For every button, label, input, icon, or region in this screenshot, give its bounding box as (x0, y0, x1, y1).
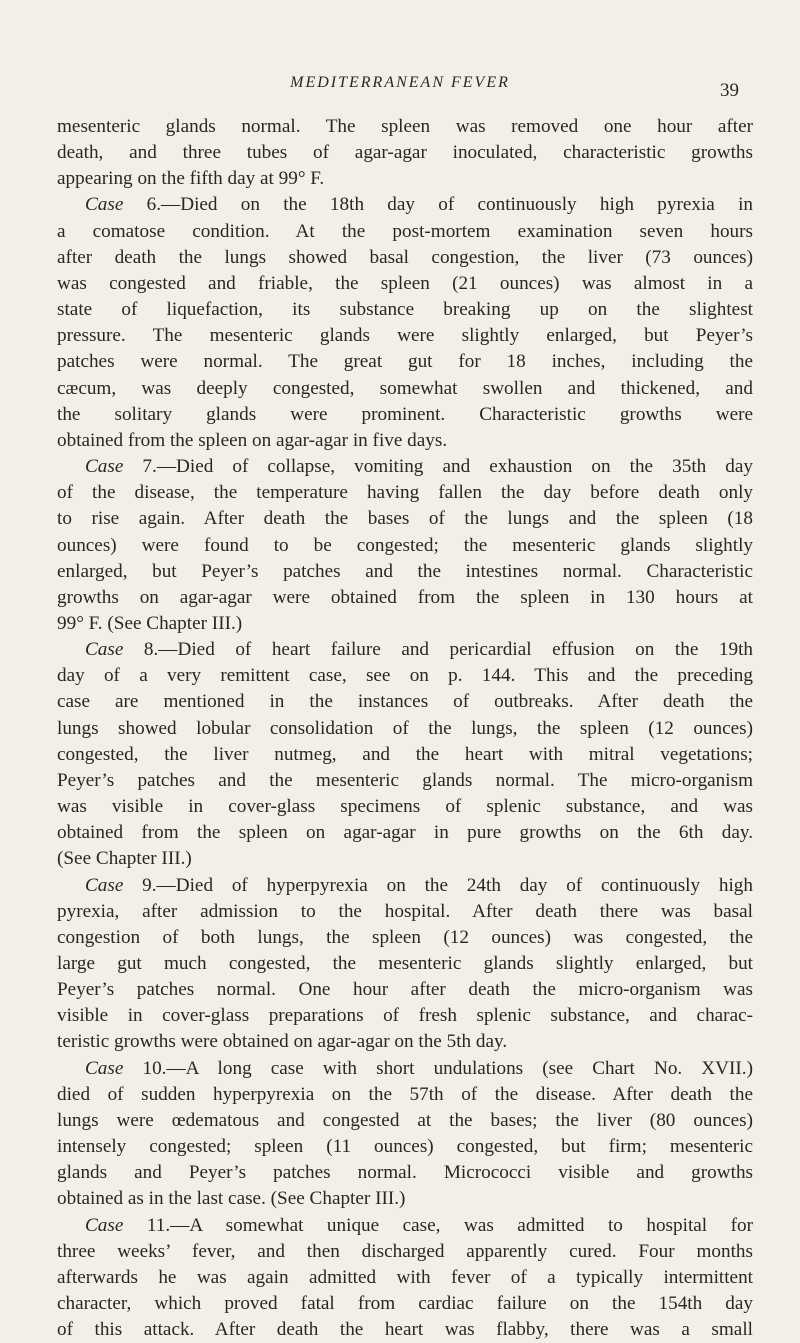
line-text: teristic growths were obtained on agar-agar on the 5th day. (57, 1031, 508, 1053)
line-text: lungs were œdematous and congested at the bases; the liver (80 ounces) (57, 1109, 753, 1131)
line-text: cæcum, was deeply congested, somewhat swollen and thickened, and (57, 377, 753, 399)
running-title: MEDITERRANEAN FEVER (290, 74, 510, 91)
line-text: was congested and friable, the spleen (21 ounces) was almost in a (57, 272, 753, 294)
text-line (57, 428, 753, 454)
line-text: congestion of both lungs, the spleen (12 ounces) was congested, the (57, 926, 753, 948)
text-line (57, 1239, 753, 1265)
line-text: growths on agar-agar were obtained from the spleen in 130 hours at (57, 586, 753, 608)
text-line (57, 873, 753, 899)
text-line (57, 480, 753, 506)
text-line (57, 716, 753, 742)
text-line (57, 245, 753, 271)
line-text: appearing on the fifth day at 99° F. (57, 168, 325, 190)
text-line (57, 140, 753, 166)
text-line (57, 820, 753, 846)
line-text: afterwards he was again admitted with fever of a typically intermittent (57, 1266, 753, 1288)
case-label: Case (85, 874, 124, 896)
text-line (57, 742, 753, 768)
line-text: 11.—A somewhat unique case, was admitted to hospital for (123, 1214, 753, 1236)
text-line (57, 506, 753, 532)
text-line (57, 1317, 753, 1343)
line-text: 8.—Died of heart failure and pericardial effusion on the 19th (123, 639, 753, 661)
text-line (57, 114, 753, 140)
text-line (57, 1082, 753, 1108)
page-number: 39 (720, 80, 739, 101)
text-line (57, 376, 753, 402)
text-line (57, 846, 753, 872)
line-text: mesenteric glands normal. The spleen was removed one hour after (57, 116, 753, 137)
text-line (57, 1265, 753, 1291)
line-text: a comatose condition. At the post-mortem examination seven hours (57, 220, 753, 242)
text-line (57, 219, 753, 245)
line-text: patches were normal. The great gut for 18 inches, including the (57, 351, 753, 373)
line-text: character, which proved fatal from cardiac failure on the 154th day (57, 1293, 753, 1315)
line-text: congested, the liver nutmeg, and the heart with mitral vegetations; (57, 743, 753, 765)
line-text: visible in cover-glass preparations of fresh splenic substance, and charac- (57, 1005, 753, 1027)
line-text: Peyer’s patches normal. One hour after death the micro-organism was (57, 979, 753, 1001)
line-text: 10.—A long case with short undulations (see Chart No. XVII.) (123, 1057, 753, 1079)
line-text: (See Chapter III.) (57, 848, 192, 870)
text-line (57, 454, 753, 480)
text-line (57, 977, 753, 1003)
line-text: 7.—Died of collapse, vomiting and exhaustion on the 35th day (123, 456, 753, 478)
case-label: Case (85, 1057, 124, 1079)
text-line (57, 323, 753, 349)
line-text: obtained from the spleen on agar-agar in pure growths on the 6th day. (57, 822, 753, 844)
line-text: obtained from the spleen on agar-agar in five days. (57, 429, 448, 451)
text-line (57, 611, 753, 637)
text-line (57, 899, 753, 925)
text-line (57, 1213, 753, 1239)
line-text: of this attack. After death the heart was flabby, there was a small (57, 1319, 753, 1341)
line-text: intensely congested; spleen (11 ounces) congested, but firm; mesenteric (57, 1136, 753, 1158)
line-text: was visible in cover-glass specimens of splenic substance, and was (57, 796, 753, 818)
body-text (57, 114, 753, 1343)
line-text: pressure. The mesenteric glands were slightly enlarged, but Peyer’s (57, 325, 753, 347)
text-line (57, 533, 753, 559)
line-text: 99° F. (See Chapter III.) (57, 612, 243, 634)
text-line (57, 663, 753, 689)
text-line (57, 271, 753, 297)
line-text: large gut much congested, the mesenteric glands slightly enlarged, but (57, 953, 753, 974)
line-text: obtained as in the last case. (See Chapter III.) (57, 1188, 406, 1210)
line-text: of the disease, the temperature having fallen the day before death only (57, 482, 753, 504)
text-line (57, 297, 753, 323)
text-line (57, 559, 753, 585)
line-text: the solitary glands were prominent. Characteristic growths were (57, 403, 753, 425)
line-text: 9.—Died of hyperpyrexia on the 24th day of continuously high (123, 874, 753, 896)
line-text: case are mentioned in the instances of outbreaks. After death the (57, 691, 753, 713)
line-text: pyrexia, after admission to the hospital. After death there was basal (57, 900, 753, 922)
text-line (57, 1291, 753, 1317)
line-text: enlarged, but Peyer’s patches and the intestines normal. Characteristic (57, 560, 753, 582)
line-text: lungs showed lobular consolidation of the lungs, the spleen (12 ounces) (57, 717, 753, 739)
line-text: after death the lungs showed basal congestion, the liver (73 ounces) (57, 246, 753, 268)
text-line (57, 166, 753, 192)
text-line (57, 768, 753, 794)
text-line (57, 1003, 753, 1029)
text-line (57, 1134, 753, 1160)
text-line (57, 349, 753, 375)
text-line (57, 585, 753, 611)
line-text: glands and Peyer’s patches normal. Micrococci visible and growths (57, 1162, 753, 1184)
line-text: Peyer’s patches and the mesenteric glands normal. The micro-organism (57, 769, 753, 791)
line-text: died of sudden hyperpyrexia on the 57th of the disease. After death the (57, 1083, 753, 1105)
line-text: death, and three tubes of agar-agar inoculated, characteristic growths (57, 142, 753, 164)
line-text: 6.—Died on the 18th day of continuously high pyrexia in (123, 194, 753, 216)
line-text: to rise again. After death the bases of the lungs and the spleen (18 (57, 508, 753, 530)
text-line (57, 951, 753, 977)
text-line (57, 1160, 753, 1186)
text-line (57, 1186, 753, 1212)
text-line (57, 637, 753, 663)
line-text: state of liquefaction, its substance breaking up on the slightest (57, 299, 753, 321)
case-label: Case (85, 1214, 124, 1236)
case-label: Case (85, 456, 124, 478)
text-line (57, 794, 753, 820)
text-line (57, 192, 753, 218)
text-line (57, 689, 753, 715)
text-line (57, 402, 753, 428)
text-line (57, 925, 753, 951)
text-line (57, 1056, 753, 1082)
text-line (57, 1029, 753, 1055)
case-label: Case (85, 639, 124, 661)
case-label: Case (85, 194, 124, 216)
text-line (57, 1108, 753, 1134)
line-text: three weeks’ fever, and then discharged apparently cured. Four months (57, 1240, 753, 1262)
line-text: day of a very remittent case, see on p. 144. This and the preceding (57, 665, 753, 687)
line-text: ounces) were found to be congested; the mesenteric glands slightly (57, 534, 753, 556)
